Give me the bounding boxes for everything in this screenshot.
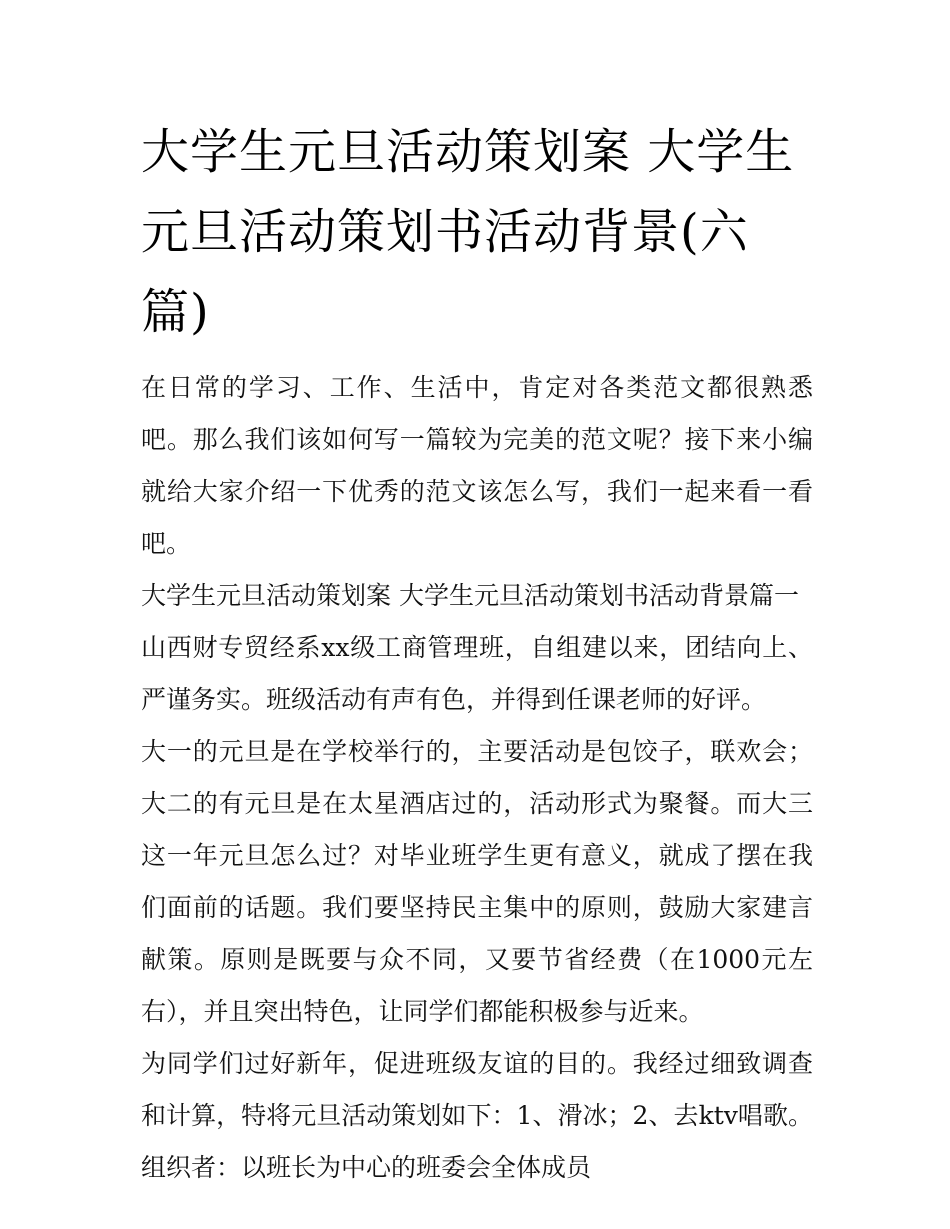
paragraph-class-intro: 山西财专贸经系xx级工商管理班，自组建以来，团结向上、严谨务实。班级活动有声有色，并得到任课老师的好评。 <box>141 633 813 714</box>
document-title: 大学生元旦活动策划案 大学生元旦活动策划书活动背景(六篇) <box>141 124 795 340</box>
paragraph-plan: 为同学们过好新年，促进班级友谊的目的。我经过细致调查和计算，特将元旦活动策划如下：1、滑冰；2、去ktv唱歌。 组织者：以班长为中心的班委会全体成员 <box>141 1049 813 1182</box>
paragraph-intro: 在日常的学习、工作、生活中，肯定对各类范文都很熟悉吧。那么我们该如何写一篇较为完美的范文呢？接下来小编就给大家介绍一下优秀的范文该怎么写，我们一起来看一看吧。 <box>141 373 813 558</box>
document-content <box>141 112 813 1194</box>
paragraph-section-heading: 大学生元旦活动策划案 大学生元旦活动策划书活动背景篇一 <box>141 581 799 610</box>
paragraph-background: 大一的元旦是在学校举行的，主要活动是包饺子，联欢会；大二的有元旦是在太星酒店过的，活动形式为聚餐。而大三这一年元旦怎么过？对毕业班学生更有意义，就成了摆在我们面前的话题。我们要坚持民主集中的原则，鼓励大家建言献策。原则是既要与众不同，又要节省经费（在1000元左右），并且突出特色，让同学们都能积极参与近来。 <box>141 737 813 1026</box>
